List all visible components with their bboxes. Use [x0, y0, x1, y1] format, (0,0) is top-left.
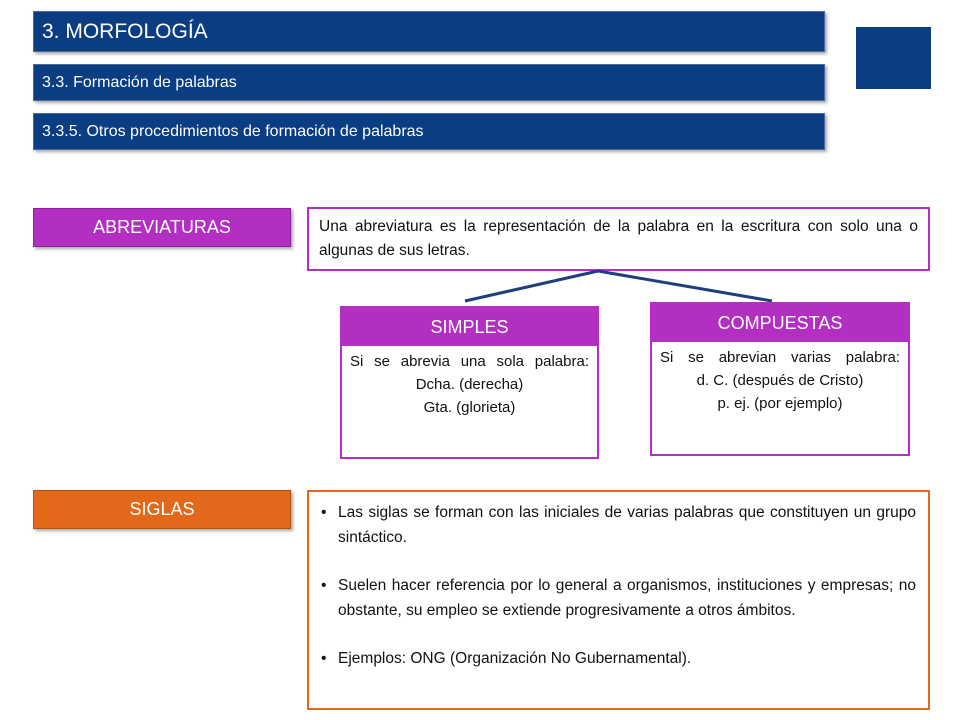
compuestas-body [652, 342, 908, 419]
compuestas-description: Si se abrevian varias palabra: [660, 349, 900, 366]
section-bar: 3.3.5. Otros procedimientos de formación de palabras [33, 113, 825, 150]
siglas-bullet-list [321, 500, 916, 671]
simples-description: Si se abrevia una sola palabra: [350, 353, 589, 370]
siglas-label: SIGLAS [33, 490, 291, 529]
siglas-bullet: • Las siglas se forman con las iniciales de varias palabras que constituyen un grupo sintáctico. [321, 500, 916, 550]
compuestas-box [650, 302, 910, 456]
compuestas-example: d. C. (después de Cristo) [696, 372, 864, 389]
compuestas-title: COMPUESTAS [652, 304, 908, 342]
subtitle-bar: 3.3. Formación de palabras [33, 64, 825, 101]
simples-example: Gta. (glorieta) [423, 399, 516, 416]
compuestas-example: p. ej. (por ejemplo) [717, 395, 843, 412]
simples-body [342, 346, 597, 423]
simples-box [340, 306, 599, 459]
page-title: 3. MORFOLOGÍA [33, 11, 825, 52]
siglas-bullet: • Suelen hacer referencia por lo general a organismos, instituciones y empresas; no obstante, su empleo se extiende progresivamente a otros ámbitos. [321, 573, 916, 623]
siglas-body [307, 490, 930, 710]
connector-line-simples [465, 271, 598, 301]
connector-line-compuestas [598, 271, 772, 301]
simples-title: SIMPLES [342, 308, 597, 346]
abreviaturas-label: ABREVIATURAS [33, 208, 291, 247]
simples-example: Dcha. (derecha) [415, 376, 524, 393]
siglas-bullet: • Ejemplos: ONG (Organización No Gubernamental). [321, 646, 916, 671]
abreviaturas-definition: Una abreviatura es la representación de la palabra en la escritura con solo una o algunas de sus letras. [307, 207, 930, 271]
